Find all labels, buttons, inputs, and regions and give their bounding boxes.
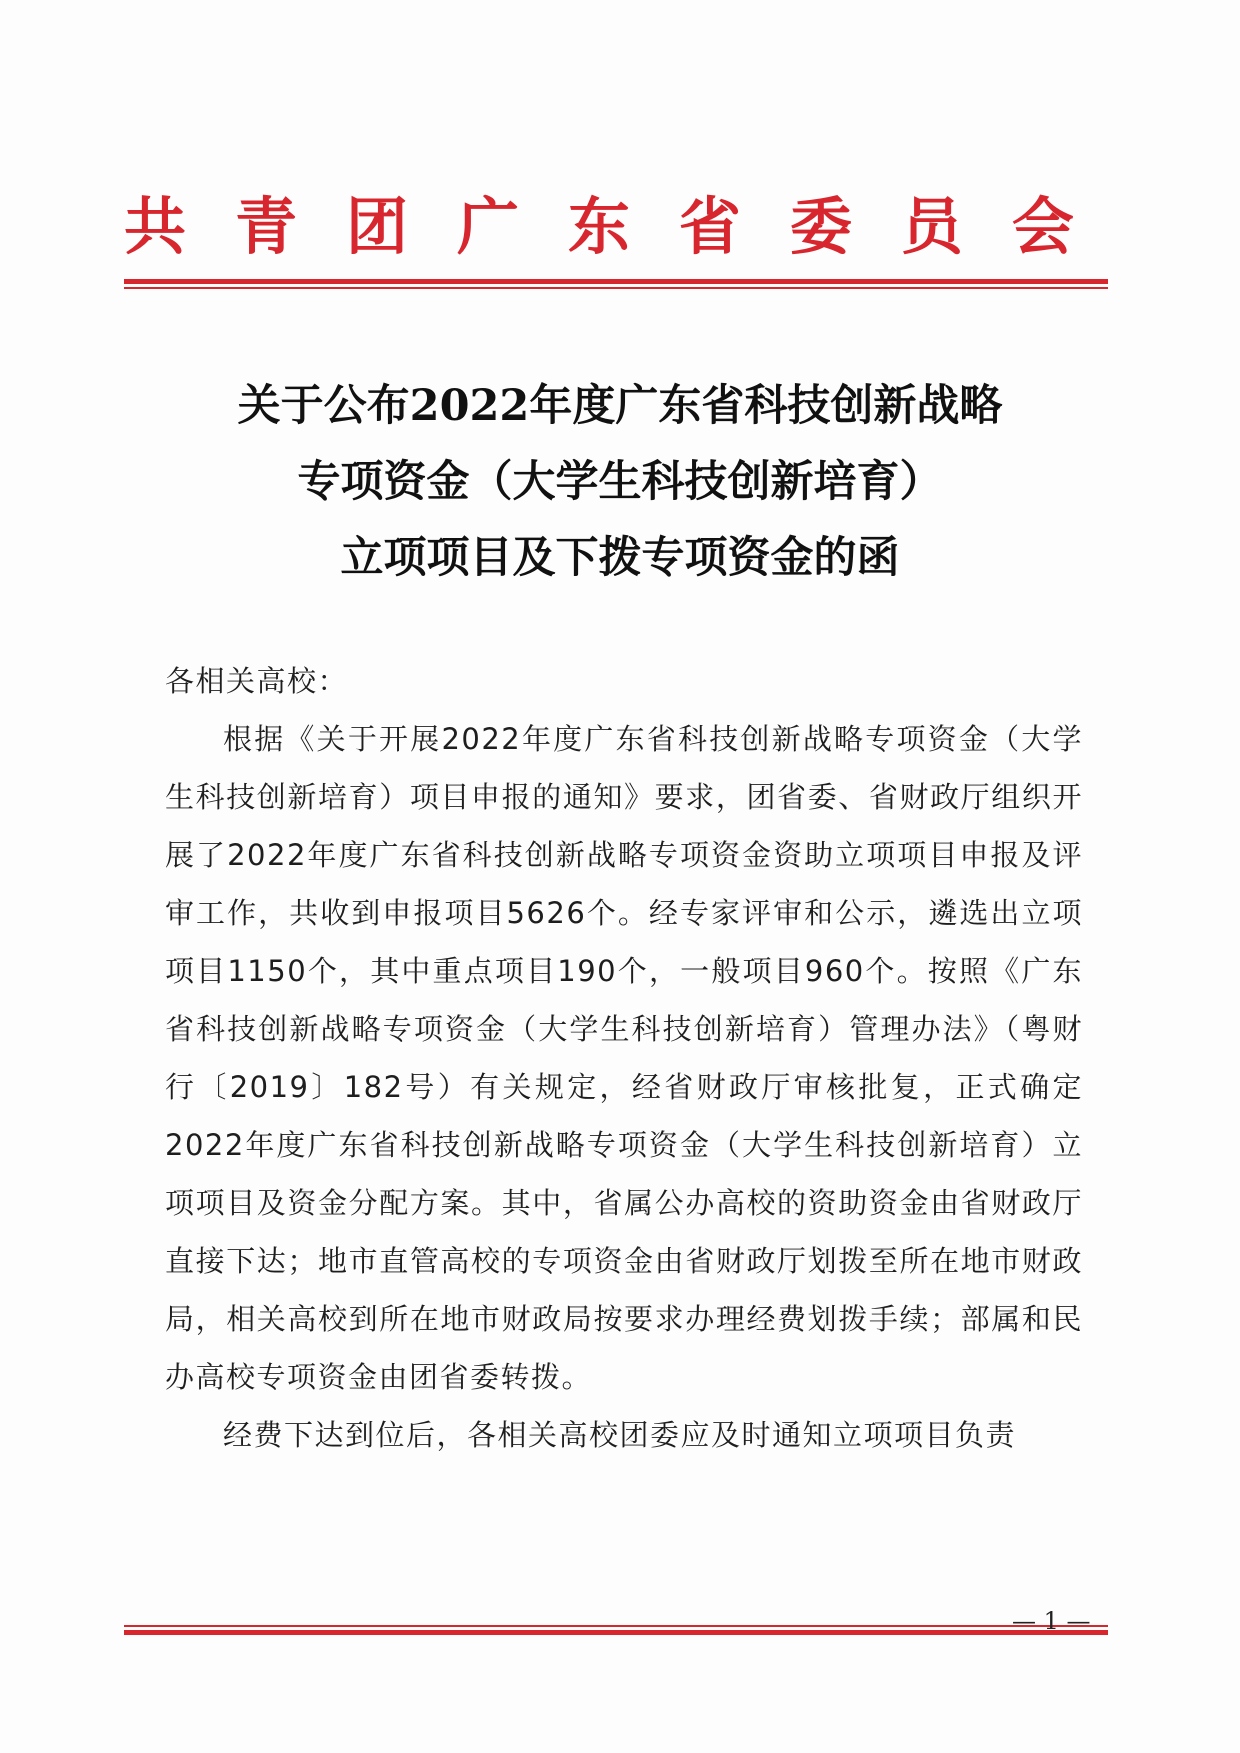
masthead-char: 省: [678, 189, 741, 263]
masthead-char: 东: [567, 189, 630, 263]
masthead-org-name: [124, 186, 1074, 263]
masthead-char: 团: [345, 189, 408, 263]
masthead-divider-thin: [124, 287, 1108, 289]
masthead-char: 委: [789, 189, 852, 263]
footer-divider-thick: [124, 1630, 1108, 1635]
title-line-3: 立项项目及下拨专项资金的函: [340, 533, 900, 583]
footer-divider-thin: [124, 1625, 1108, 1627]
masthead-char: 会: [1011, 189, 1074, 263]
document-title: [124, 368, 1116, 596]
masthead-char: 共: [124, 189, 187, 263]
document-body: [165, 652, 1083, 1464]
page-number: — 1 —: [1012, 1607, 1091, 1635]
title-line-1: 关于公布2022年度广东省科技创新战略: [237, 381, 1003, 431]
title-line-2: 专项资金（大学生科技创新培育）: [297, 457, 943, 507]
masthead-divider-thick: [124, 279, 1108, 284]
body-paragraph-1: 根据《关于开展2022年度广东省科技创新战略专项资金（大学生科技创新培育）项目申报的通知》要求，团省委、省财政厅组织开展了2022年度广东省科技创新战略专项资金资助立项项目申报及评审工作，共收到申报项目5626个。经专家评审和公示，遴选出立项项目1150个，其中重点项目190个，一般项目960个。按照《广东省科技创新战略专项资金（大学生科技创新培育）管理办法》（粤财行〔2019〕182号）有关规定，经省财政厅审核批复，正式确定2022年度广东省科技创新战略专项资金（大学生科技创新培育）立项项目及资金分配方案。其中，省属公办高校的资助资金由省财政厅直接下达；地市直管高校的专项资金由省财政厅划拨至所在地市财政局，相关高校到所在地市财政局按要求办理经费划拨手续；部属和民办高校专项资金由团省委转拨。: [165, 722, 1083, 1394]
salutation: 各相关高校：: [165, 664, 349, 698]
body-paragraph-2: 经费下达到位后，各相关高校团委应及时通知立项项目负责: [223, 1418, 1017, 1452]
masthead-char: 员: [900, 189, 963, 263]
masthead-char: 广: [456, 189, 519, 263]
masthead-char: 青: [234, 189, 297, 263]
